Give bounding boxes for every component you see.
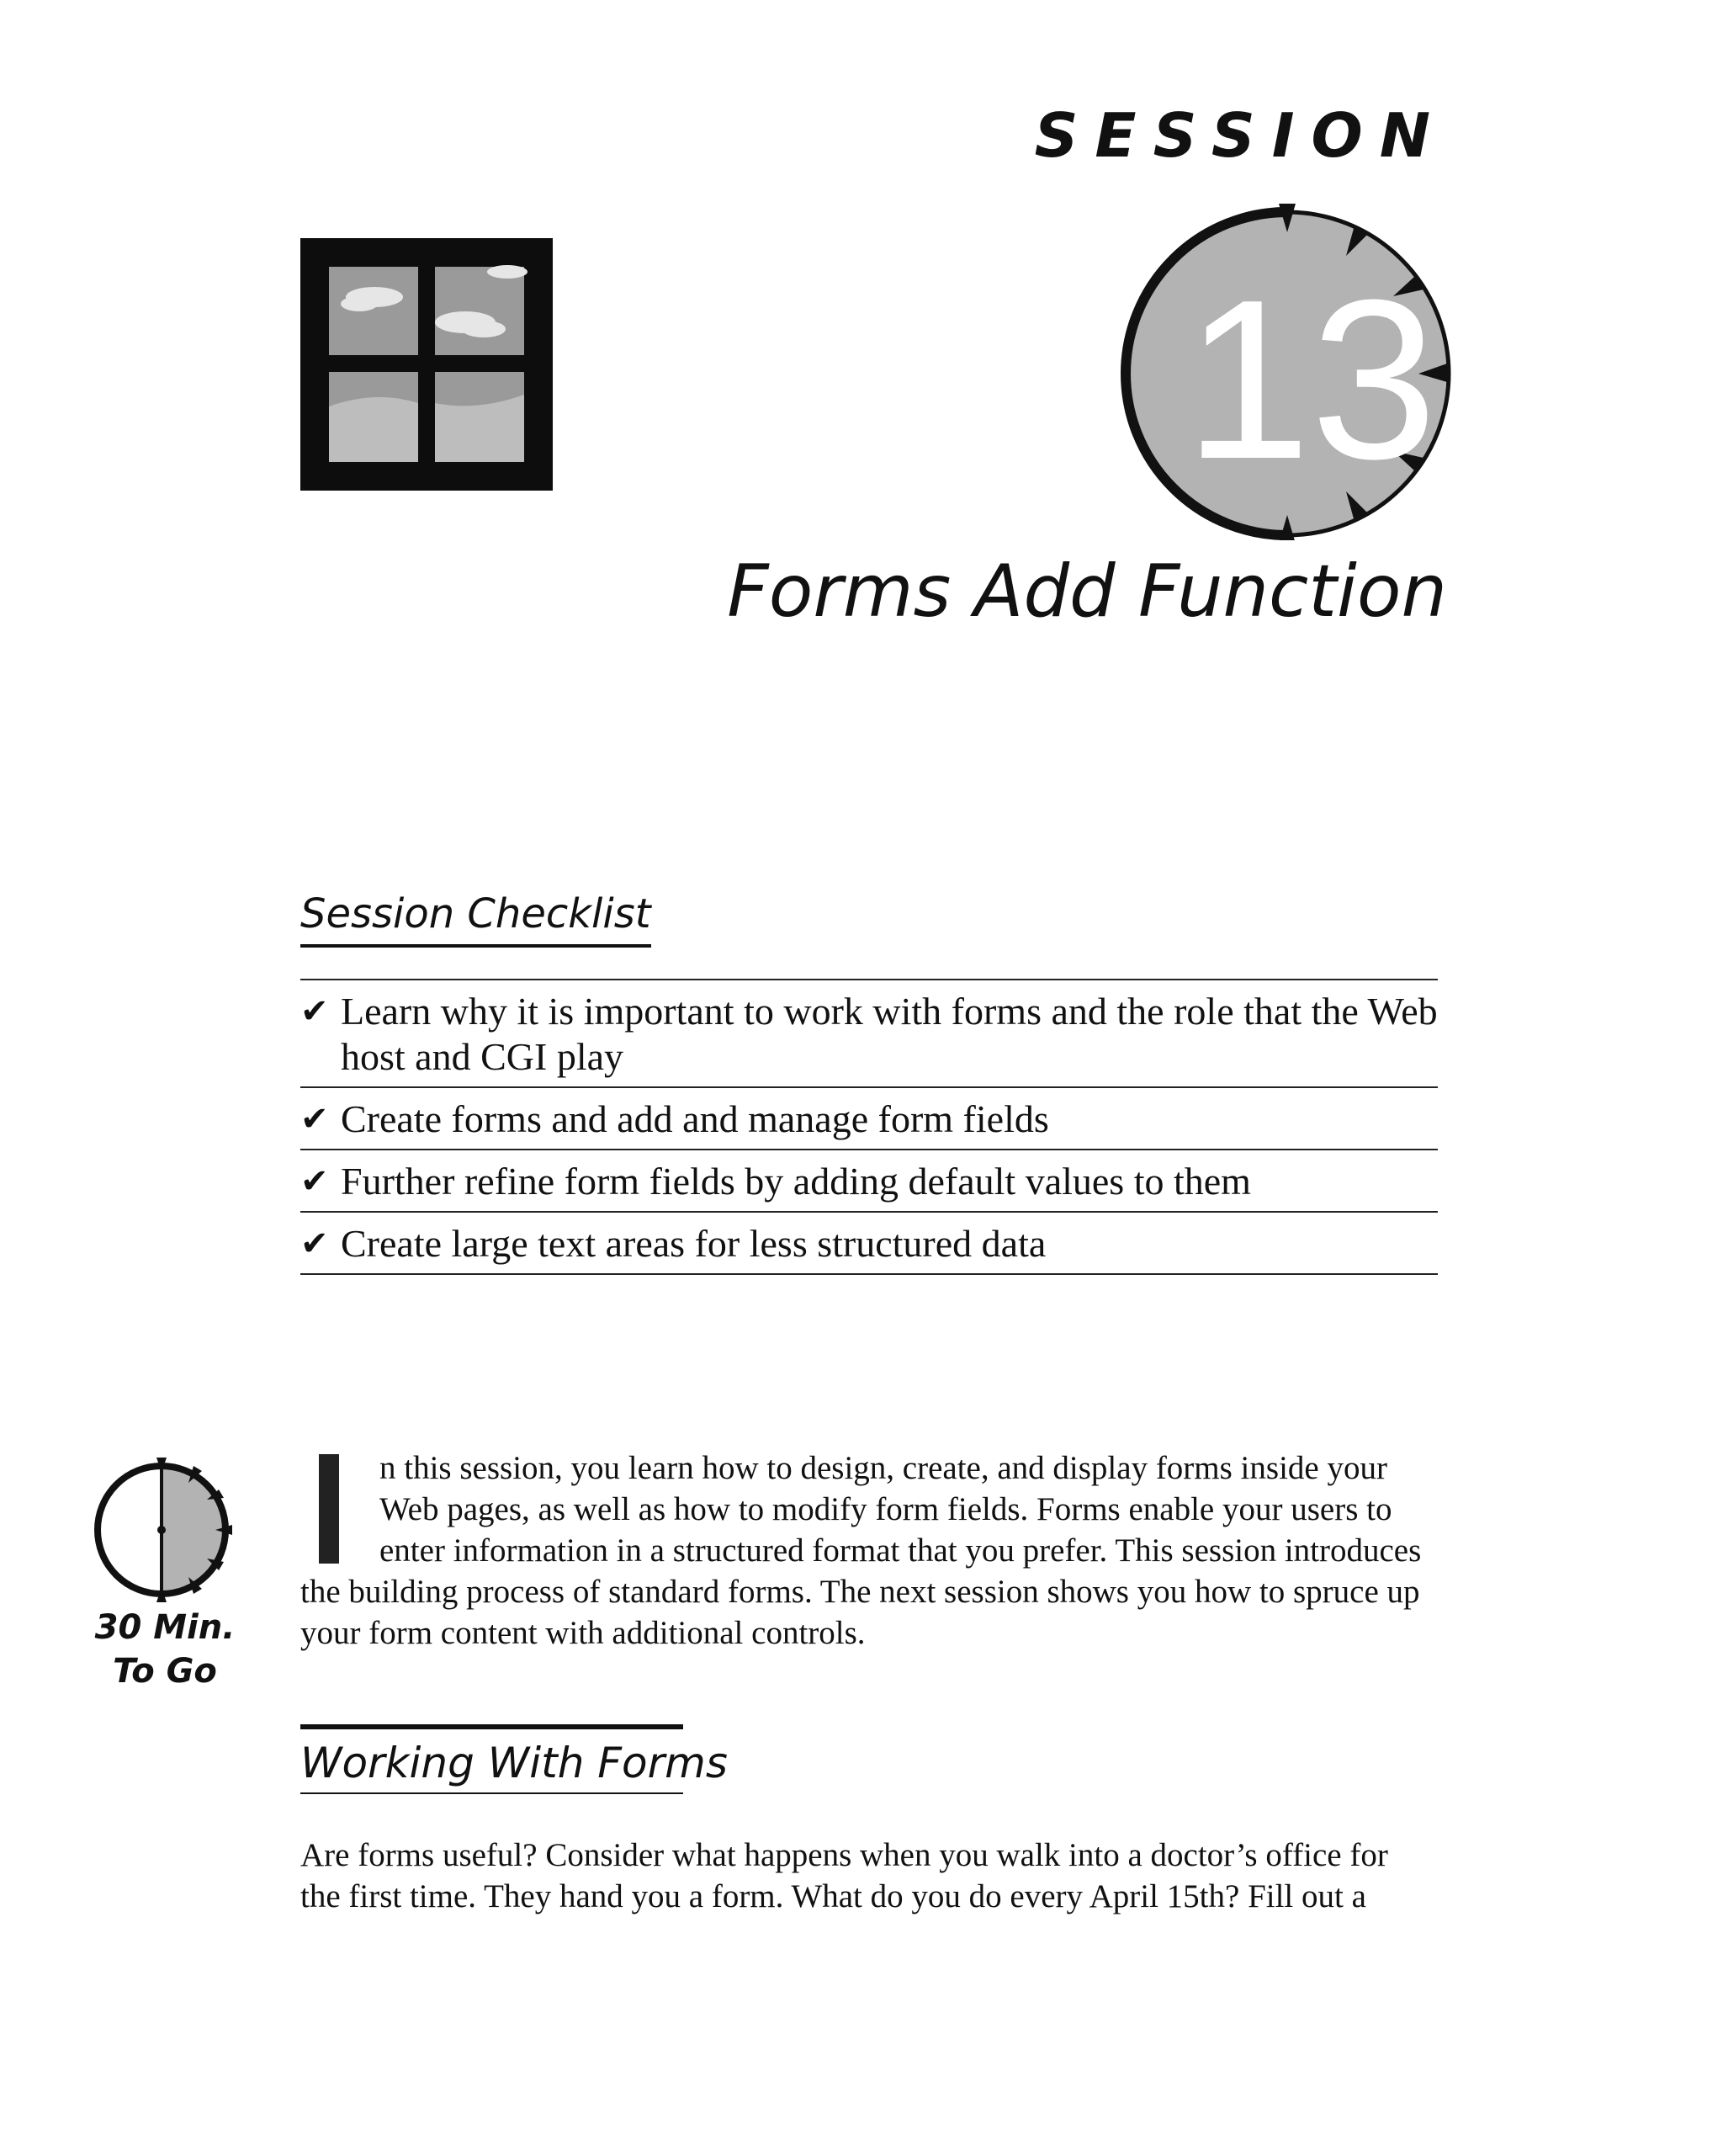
clock-icon	[1119, 195, 1464, 540]
checklist-item	[300, 980, 1438, 1088]
drop-cap	[319, 1454, 339, 1564]
session-checklist	[300, 979, 1438, 1275]
checklist-item	[300, 1213, 1438, 1275]
session-number: 13	[1184, 253, 1438, 507]
stopwatch-icon	[94, 1454, 246, 1606]
checklist-item-text: Create forms and add and manage form fields	[341, 1097, 1049, 1140]
section-heading: Working With Forms	[300, 1742, 683, 1794]
section-rule	[300, 1724, 683, 1729]
check-icon: ✔	[300, 1100, 329, 1139]
checklist-heading: Session Checklist	[300, 894, 651, 948]
check-icon: ✔	[300, 1224, 329, 1263]
window-icon	[300, 238, 553, 491]
chapter-title: Forms Add Function	[727, 550, 1447, 634]
checklist-item-text: Learn why it is important to work with forms and the role that the Web host and CGI play	[341, 990, 1438, 1078]
check-icon: ✔	[300, 1162, 329, 1201]
check-icon: ✔	[300, 992, 329, 1031]
checklist-item-text: Create large text areas for less structured data	[341, 1222, 1047, 1265]
time-remaining-note	[81, 1606, 249, 1693]
time-remaining-label: To Go	[113, 1652, 217, 1691]
checklist-item	[300, 1088, 1438, 1150]
intro-paragraph	[300, 1447, 1428, 1654]
checklist-item	[300, 1150, 1438, 1213]
body-paragraph: Are forms useful? Consider what happens when you walk into a doctor’s office for the first time. They hand you a form. What do you do every April 15th? Fill out a	[300, 1837, 1388, 1914]
time-remaining-minutes: 30 Min.	[94, 1608, 236, 1647]
intro-text: n this session, you learn how to design, create, and display forms inside your Web pages, as well as how to modify form fields. Forms enable your users to enter information in a structured format that you prefer. This session introduces the building process of standard forms. The next session shows you how to spruce up your form content with additional controls.	[300, 1450, 1422, 1651]
checklist-item-text: Further refine form fields by adding default values to them	[341, 1160, 1251, 1203]
session-label: SESSION	[1034, 100, 1447, 171]
